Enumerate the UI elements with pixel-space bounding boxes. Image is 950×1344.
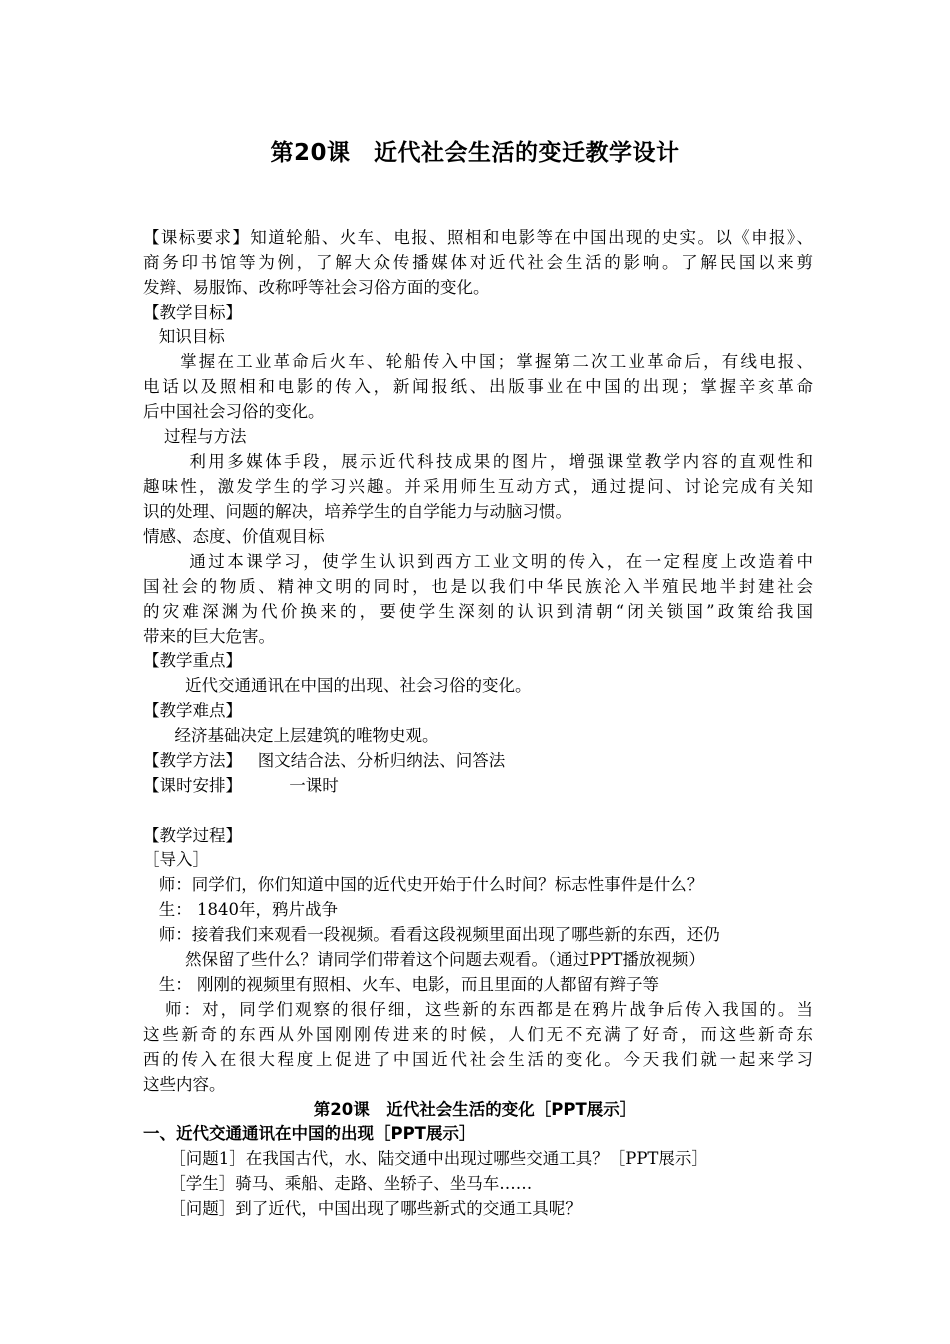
text-line: 这些内容。 bbox=[143, 1075, 226, 1094]
section-heading: 一、近代交通通讯在中国的出现［PPT展示］ bbox=[143, 1124, 476, 1143]
text-line: 然保留了些什么？请同学们带着这个问题去观看。（通过PPT播放视频） bbox=[143, 950, 705, 969]
text-line: 过程与方法 bbox=[143, 427, 247, 446]
text-line: 师：接着我们来观看一段视频。看看这段视频里面出现了哪些新的东西，还仍 bbox=[143, 925, 720, 944]
text-line: 情感、态度、价值观目标 bbox=[143, 527, 325, 546]
text-line: 的灾难深渊为代价换来的，要使学生深刻的认识到清朝“闭关锁国”政策给我国 bbox=[143, 602, 813, 621]
text-line: 【教学难点】 bbox=[143, 701, 242, 720]
text-line: 发辫、易服饰、改称呼等社会习俗方面的变化。 bbox=[143, 278, 490, 297]
text-line: 带来的巨大危害。 bbox=[143, 627, 275, 646]
text-line bbox=[143, 799, 813, 824]
text-line: 利用多媒体手段，展示近代科技成果的图片，增强课堂教学内容的直观性和 bbox=[143, 452, 813, 471]
text-line: 【教学过程】 bbox=[143, 826, 242, 845]
text-line: ［学生］骑马、乘船、走路、坐轿子、坐马车…… bbox=[143, 1174, 533, 1193]
text-line: 师：同学们，你们知道中国的近代史开始于什么时间？标志性事件是什么？ bbox=[143, 875, 704, 894]
text-line: 国社会的物质、精神文明的同时，也是以我们中华民族沦入半殖民地半封建社会 bbox=[143, 577, 813, 596]
text-line: 师：对，同学们观察的很仔细，这些新的东西都是在鸦片战争后传入我国的。当 bbox=[143, 1000, 813, 1019]
text-line: 通过本课学习，使学生认识到西方工业文明的传入，在一定程度上改造着中 bbox=[143, 552, 813, 571]
text-line: 后中国社会习俗的变化。 bbox=[143, 402, 325, 421]
text-line: ［问题］到了近代，中国出现了哪些新式的交通工具呢？ bbox=[143, 1199, 582, 1218]
text-line: 【课时安排】 一课时 bbox=[143, 776, 339, 795]
text-line: 趣味性，激发学生的学习兴趣。并采用师生互动方式，通过提问、讨论完成有关知 bbox=[143, 477, 813, 496]
text-line: 电话以及照相和电影的传入，新闻报纸、出版事业在中国的出现；掌握辛亥革命 bbox=[143, 377, 813, 396]
page-title: 第20课 近代社会生活的变迁教学设计 bbox=[270, 140, 680, 166]
text-line: 识的处理、问题的解决，培养学生的自学能力与动脑习惯。 bbox=[143, 502, 572, 521]
section-heading: 第20课 近代社会生活的变化［PPT展示］ bbox=[313, 1100, 637, 1119]
text-line: 近代交通通讯在中国的出现、社会习俗的变化。 bbox=[143, 676, 532, 695]
text-line: 【教学方法】 图文结合法、分析归纳法、问答法 bbox=[143, 751, 506, 770]
text-line: 西的传入在很大程度上促进了中国近代社会生活的变化。今天我们就一起来学习 bbox=[143, 1050, 813, 1069]
text-line: 经济基础决定上层建筑的唯物史观。 bbox=[143, 726, 439, 745]
text-line: ［导入］ bbox=[143, 850, 209, 869]
text-line: 【教学重点】 bbox=[143, 651, 242, 670]
text-line: 生： 1840年，鸦片战争 bbox=[143, 900, 338, 919]
text-line: 这些新奇的东西从外国刚刚传进来的时候，人们无不充满了好奇，而这些新奇东 bbox=[143, 1025, 813, 1044]
text-line: ［问题1］在我国古代，水、陆交通中出现过哪些交通工具？［PPT展示］ bbox=[143, 1149, 708, 1168]
text-line: 商务印书馆等为例，了解大众传播媒体对近代社会生活的影响。了解民国以来剪 bbox=[143, 253, 813, 272]
text-line: 【课标要求】知道轮船、火车、电报、照相和电影等在中国出现的史实。以《申报》、 bbox=[143, 228, 813, 247]
text-line: 掌握在工业革命后火车、轮船传入中国；掌握第二次工业革命后，有线电报、 bbox=[143, 352, 813, 371]
text-line: 生： 刚刚的视频里有照相、火车、电影，而且里面的人都留有辫子等 bbox=[143, 975, 659, 994]
text-line: 知识目标 bbox=[143, 327, 225, 346]
text-line: 【教学目标】 bbox=[143, 303, 242, 322]
